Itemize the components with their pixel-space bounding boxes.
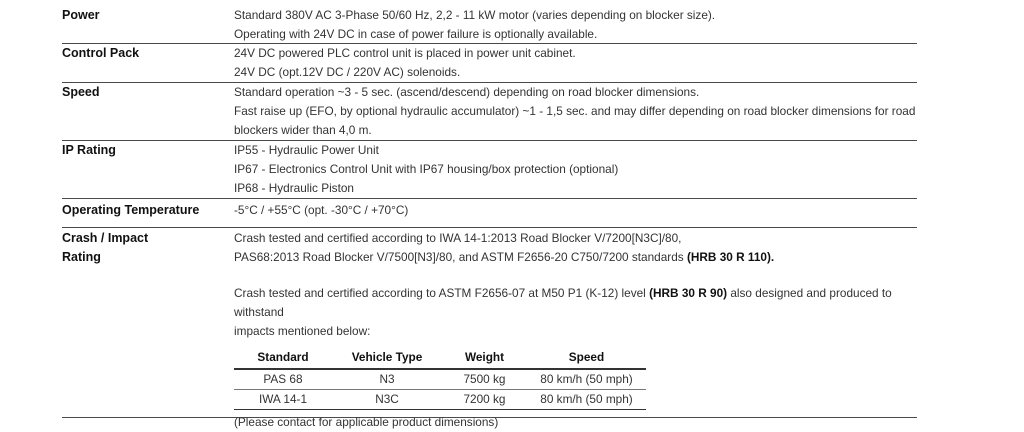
spec-line: 24V DC powered PLC control unit is placed in power unit cabinet.	[234, 46, 576, 60]
crash-para1-line1: Crash tested and certified according to IWA 14-1:2013 Road Blocker V/7200[N3C]/80,	[234, 231, 682, 245]
header-speed: Speed	[527, 346, 646, 369]
crash-para2-line1	[234, 284, 917, 322]
spec-line: IP67 - Electronics Control Unit with IP67 housing/box protection (optional)	[234, 162, 619, 176]
crash-note: (Please contact for applicable product dimensions)	[234, 415, 499, 429]
spec-label-line: Rating	[62, 250, 101, 264]
spec-label: Control Pack	[62, 46, 140, 60]
crash-para1-text: PAS68:2013 Road Blocker V/7500[N3]/80, and ASTM F2656-20 C750/7200 standards	[234, 250, 687, 264]
spec-row-ip-rating	[62, 141, 917, 199]
spec-line: Standard 380V AC 3-Phase 50/60 Hz, 2,2 - 11 kW motor (varies depending on blocker size).	[234, 8, 716, 22]
header-standard: Standard	[234, 346, 332, 369]
spec-line: Standard operation ~3 - 5 sec. (ascend/descend) depending on road blocker dimensions.	[234, 85, 700, 99]
crash-para2-line2: impacts mentioned below:	[234, 324, 371, 338]
cell-standard: PAS 68	[234, 369, 332, 390]
spec-label: IP Rating	[62, 143, 116, 157]
header-vehicle-type: Vehicle Type	[332, 346, 442, 369]
header-weight: Weight	[442, 346, 527, 369]
spec-label: Speed	[62, 85, 100, 99]
crash-para2-rest: also designed and produced to withstand	[234, 286, 892, 319]
paragraph-gap	[234, 267, 917, 284]
cell-speed: 80 km/h (50 mph)	[527, 369, 646, 390]
cell-weight: 7200 kg	[442, 390, 527, 410]
cell-vehicle-type: N3	[332, 369, 442, 390]
spec-line: -5°C / +55°C (opt. -30°C / +70°C)	[234, 203, 409, 217]
spec-label	[62, 229, 222, 267]
impact-table-header	[234, 346, 646, 369]
impact-table	[234, 346, 646, 410]
spec-line: IP68 - Hydraulic Piston	[234, 181, 354, 195]
spec-value	[234, 229, 917, 432]
spec-row-operating-temperature	[62, 200, 917, 228]
spec-row-power	[62, 6, 917, 44]
spec-label: Operating Temperature	[62, 203, 200, 217]
crash-para1-model: (HRB 30 R 110).	[686, 250, 775, 264]
table-row	[234, 390, 646, 410]
cell-weight: 7500 kg	[442, 369, 527, 390]
spec-row-speed	[62, 83, 917, 141]
spec-value	[234, 141, 917, 198]
table-row	[234, 369, 646, 390]
cell-vehicle-type: N3C	[332, 390, 442, 410]
crash-para2-text: Crash tested and certified according to ASTM F2656-07 at M50 P1 (K-12) level	[234, 286, 650, 300]
spec-row-crash-impact-rating	[62, 229, 917, 429]
spec-line: Fast raise up (EFO, by optional hydraulic accumulator) ~1 - 1,5 sec. and may differ depending on road blocker dimensions for road blockers wider than 4,0 m.	[234, 104, 916, 137]
spec-value	[234, 201, 917, 220]
spec-line: Operating with 24V DC in case of power failure is optionally available.	[234, 27, 598, 41]
spec-label: Power	[62, 8, 100, 22]
spec-line: IP55 - Hydraulic Power Unit	[234, 143, 379, 157]
spec-value	[234, 83, 917, 140]
crash-para1-line2	[234, 248, 917, 267]
spec-row-control-pack	[62, 44, 917, 83]
spec-label-line: Crash / Impact	[62, 231, 149, 245]
spec-value	[234, 44, 917, 82]
crash-para2-model: (HRB 30 R 90)	[649, 286, 728, 300]
spec-value	[234, 6, 917, 44]
cell-standard: IWA 14-1	[234, 390, 332, 410]
spec-line: 24V DC (opt.12V DC / 220V AC) solenoids.	[234, 65, 461, 79]
cell-speed: 80 km/h (50 mph)	[527, 390, 646, 410]
